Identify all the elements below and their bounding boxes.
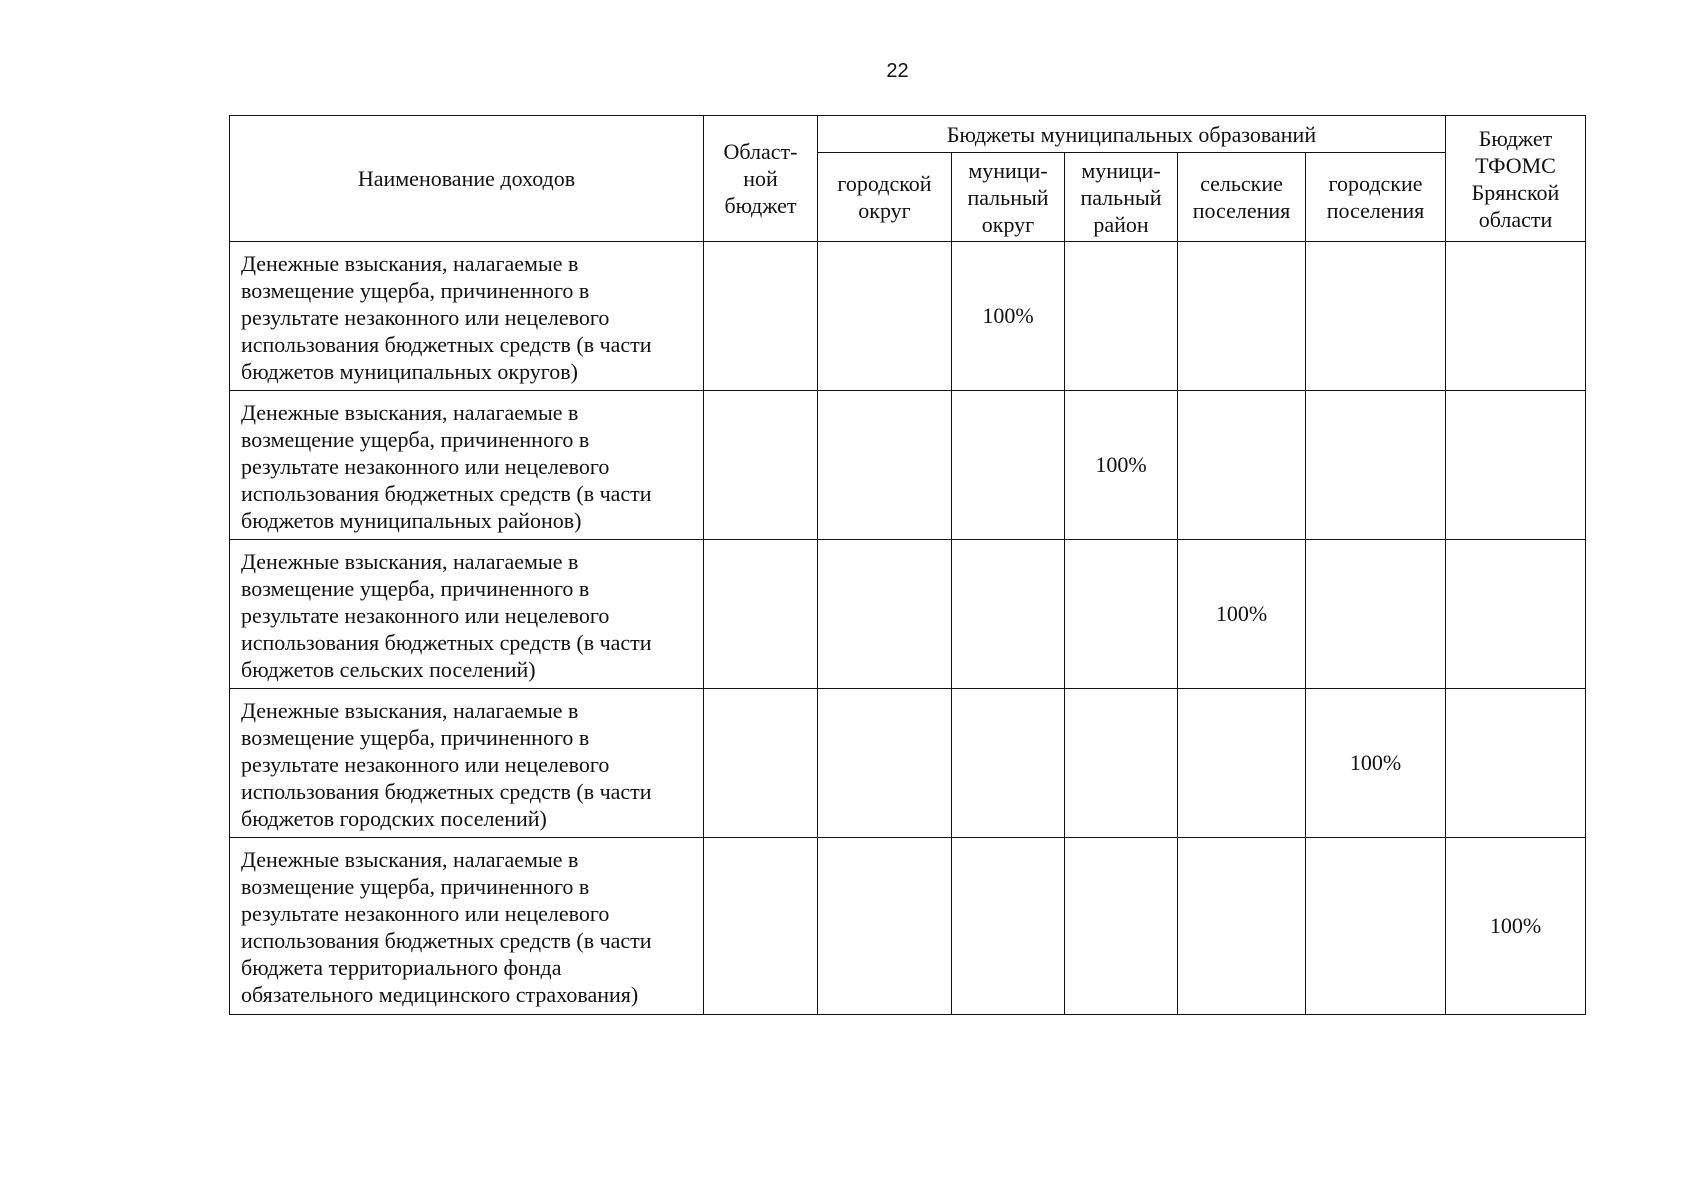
value-cell — [952, 838, 1065, 1015]
value-cell — [1306, 242, 1446, 391]
revenue-name-cell: Денежные взыскания, налагаемые в возмещение ущерба, причиненного в результате незаконного или нецелевого использования бюджетных средств (в части бюджетов муниципальных округов) — [230, 242, 704, 391]
table-row — [230, 838, 1586, 1015]
value-cell: 100% — [952, 242, 1065, 391]
value-cell — [1306, 540, 1446, 689]
value-cell — [952, 540, 1065, 689]
revenue-name-cell: Денежные взыскания, налагаемые в возмещение ущерба, причиненного в результате незаконного или нецелевого использования бюджетных средств (в части бюджетов городских поселений) — [230, 689, 704, 838]
value-cell — [1065, 242, 1178, 391]
table-row — [230, 540, 1586, 689]
page-number: 22 — [886, 60, 909, 82]
value-cell: 100% — [1306, 689, 1446, 838]
value-cell — [1065, 540, 1178, 689]
header-urban-settlements: городские поселения — [1306, 153, 1446, 242]
value-cell — [1446, 540, 1586, 689]
value-cell — [818, 391, 952, 540]
header-municipal-budgets: Бюджеты муниципальных образований — [818, 116, 1446, 153]
value-cell — [1306, 391, 1446, 540]
value-cell — [704, 391, 818, 540]
table-row — [230, 242, 1586, 391]
value-cell — [1065, 838, 1178, 1015]
value-cell — [1178, 242, 1306, 391]
value-cell — [1065, 689, 1178, 838]
value-cell — [1178, 391, 1306, 540]
header-tfoms-budget: Бюджет ТФОМС Брянской области — [1446, 116, 1586, 242]
header-municipal-area: муници- пальный район — [1065, 153, 1178, 242]
value-cell — [952, 689, 1065, 838]
value-cell — [1306, 838, 1446, 1015]
header-rural-settlements: сельские поселения — [1178, 153, 1306, 242]
value-cell: 100% — [1065, 391, 1178, 540]
value-cell — [704, 540, 818, 689]
value-cell — [818, 838, 952, 1015]
value-cell — [704, 242, 818, 391]
value-cell — [1178, 689, 1306, 838]
value-cell — [1178, 838, 1306, 1015]
revenue-name-cell: Денежные взыскания, налагаемые в возмещение ущерба, причиненного в результате незаконного или нецелевого использования бюджетных средств (в части бюджета территориального фонда обязательного медицинского страхования) — [230, 838, 704, 1015]
value-cell — [1446, 391, 1586, 540]
table-row — [230, 391, 1586, 540]
value-cell — [818, 689, 952, 838]
value-cell — [1446, 242, 1586, 391]
value-cell: 100% — [1446, 838, 1586, 1015]
revenue-distribution-table — [229, 115, 1586, 1015]
header-regional-budget: Област- ной бюджет — [704, 116, 818, 242]
header-municipal-district: муници- пальный округ — [952, 153, 1065, 242]
header-revenue-name: Наименование доходов — [230, 116, 704, 242]
value-cell — [818, 540, 952, 689]
revenue-name-cell: Денежные взыскания, налагаемые в возмещение ущерба, причиненного в результате незаконного или нецелевого использования бюджетных средств (в части бюджетов муниципальных районов) — [230, 391, 704, 540]
header-city-district: городской округ — [818, 153, 952, 242]
value-cell — [704, 689, 818, 838]
value-cell — [1446, 689, 1586, 838]
value-cell — [818, 242, 952, 391]
table-row — [230, 689, 1586, 838]
value-cell — [952, 391, 1065, 540]
value-cell — [704, 838, 818, 1015]
revenue-name-cell: Денежные взыскания, налагаемые в возмещение ущерба, причиненного в результате незаконного или нецелевого использования бюджетных средств (в части бюджетов сельских поселений) — [230, 540, 704, 689]
value-cell: 100% — [1178, 540, 1306, 689]
